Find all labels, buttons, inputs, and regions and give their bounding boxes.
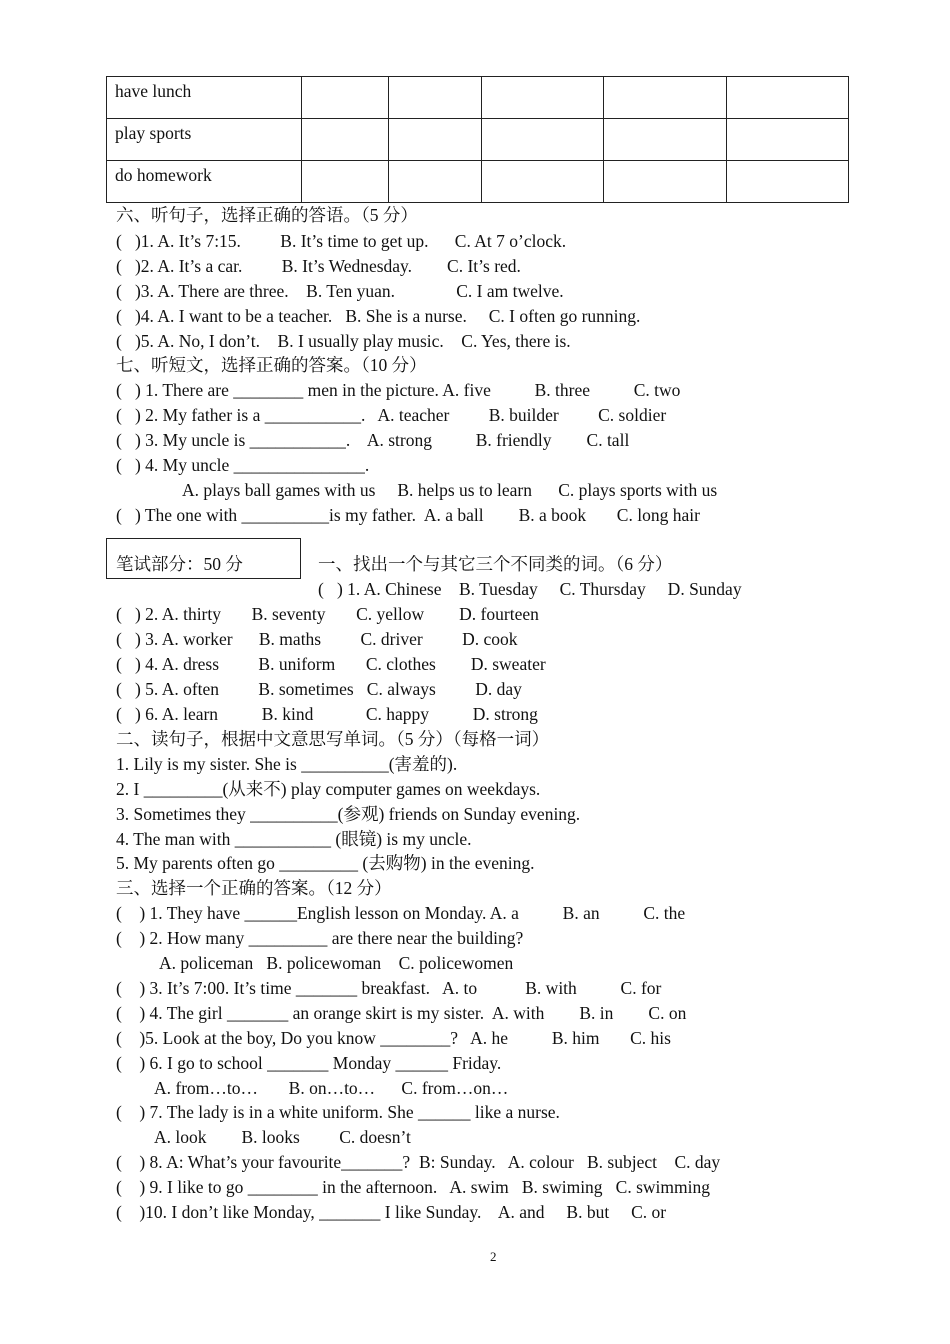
question-line: ( ) 8. A: What’s your favourite_______? B: Sunday. A. colour B. subject C. day [116,1152,721,1172]
question-line: ( )2. A. It’s a car. B. It’s Wednesday. C. It’s red. [116,256,521,276]
table-cell [482,77,604,119]
table-cell [604,161,726,203]
question-line: ( ) 4. A. dress B. uniform C. clothes D. sweater [116,654,546,674]
table-row-label: do homework [107,161,302,203]
table-cell [482,119,604,161]
question-line: ( )3. A. There are three. B. Ten yuan. C. I am twelve. [116,281,564,301]
question-line: ( ) 9. I like to go ________ in the afternoon. A. swim B. swiming C. swimming [116,1177,711,1197]
table-cell [302,119,388,161]
table-cell [388,161,481,203]
question-line: ( ) 1. A. Chinese B. Tuesday C. Thursday D. Sunday [318,579,742,599]
question-line: 4. The man with ___________ (眼镜) is my uncle. [116,829,472,849]
question-line: 2. I _________(从来不) play computer games on weekdays. [116,779,541,799]
written-section-score-box: 笔试部分：50 分 [106,538,301,579]
answer-options-line: A. policeman B. policewoman C. policewomen [159,953,514,973]
question-line: 3. Sometimes they __________(参观) friends on Sunday evening. [116,804,581,824]
question-line: ( )5. A. No, I don’t. B. I usually play music. C. Yes, there is. [116,331,571,351]
question-line: ( ) 6. A. learn B. kind C. happy D. strong [116,704,538,724]
answer-options-line: A. look B. looks C. doesn’t [154,1127,411,1147]
question-line: ( ) 1. They have ______English lesson on Monday. A. a B. an C. the [116,903,686,923]
table-cell [604,77,726,119]
table-row-label: have lunch [107,77,302,119]
question-line: ( ) 2. A. thirty B. seventy C. yellow D. fourteen [116,604,539,624]
table-cell [726,161,848,203]
question-line: ( ) 1. There are ________ men in the picture. A. five B. three C. two [116,380,681,400]
activity-table [106,76,849,203]
table-cell [302,161,388,203]
table-cell [726,77,848,119]
question-line: ( )1. A. It’s 7:15. B. It’s time to get up. C. At 7 o’clock. [116,231,567,251]
question-line: 5. My parents often go _________ (去购物) in the evening. [116,853,535,873]
table-row [107,119,849,161]
question-line: ( )4. A. I want to be a teacher. B. She is a nurse. C. I often go running. [116,306,641,326]
question-line: ( ) 6. I go to school _______ Monday ______ Friday. [116,1053,502,1073]
answer-options-line: A. plays ball games with us B. helps us to learn C. plays sports with us [182,480,718,500]
table-cell [388,119,481,161]
question-line: ( ) 3. It’s 7:00. It’s time _______ breakfast. A. to B. with C. for [116,978,662,998]
table-cell [302,77,388,119]
question-line: ( ) 4. My uncle _______________. [116,455,370,475]
question-line: ( )10. I don’t like Monday, _______ I like Sunday. A. and B. but C. or [116,1202,667,1222]
table-row [107,161,849,203]
section-heading-listen-passage: 七、听短文，选择正确的答案。（10 分） [116,355,427,375]
question-line: ( ) 7. The lady is in a white uniform. She ______ like a nurse. [116,1102,560,1122]
page-number: 2 [490,1249,497,1264]
question-line: ( ) 4. The girl _______ an orange skirt is my sister. A. with B. in C. on [116,1003,687,1023]
question-line: ( ) The one with __________is my father. A. a ball B. a book C. long hair [116,505,700,525]
section-heading-odd-one-out: 一、找出一个与其它三个不同类的词。（6 分） [318,554,673,574]
section-heading-listen-sentences: 六、听句子，选择正确的答语。（5 分） [116,205,418,225]
question-line: ( ) 2. My father is a ___________. A. teacher B. builder C. soldier [116,405,667,425]
question-line: ( ) 2. How many _________ are there near the building? [116,928,524,948]
table-cell [388,77,481,119]
table-cell [604,119,726,161]
question-line: ( ) 3. A. worker B. maths C. driver D. cook [116,629,518,649]
question-line: ( )5. Look at the boy, Do you know ________? A. he B. him C. his [116,1028,671,1048]
table-row [107,77,849,119]
question-line: ( ) 5. A. often B. sometimes C. always D. day [116,679,522,699]
table-cell [726,119,848,161]
section-heading-fill-words: 二、读句子，根据中文意思写单词。（5 分）（每格一词） [116,729,550,749]
table-row-label: play sports [107,119,302,161]
answer-options-line: A. from…to… B. on…to… C. from…on… [154,1078,509,1098]
question-line: ( ) 3. My uncle is ___________. A. strong B. friendly C. tall [116,430,630,450]
question-line: 1. Lily is my sister. She is __________(害羞的). [116,754,458,774]
section-heading-multiple-choice: 三、选择一个正确的答案。（12 分） [116,878,392,898]
table-cell [482,161,604,203]
